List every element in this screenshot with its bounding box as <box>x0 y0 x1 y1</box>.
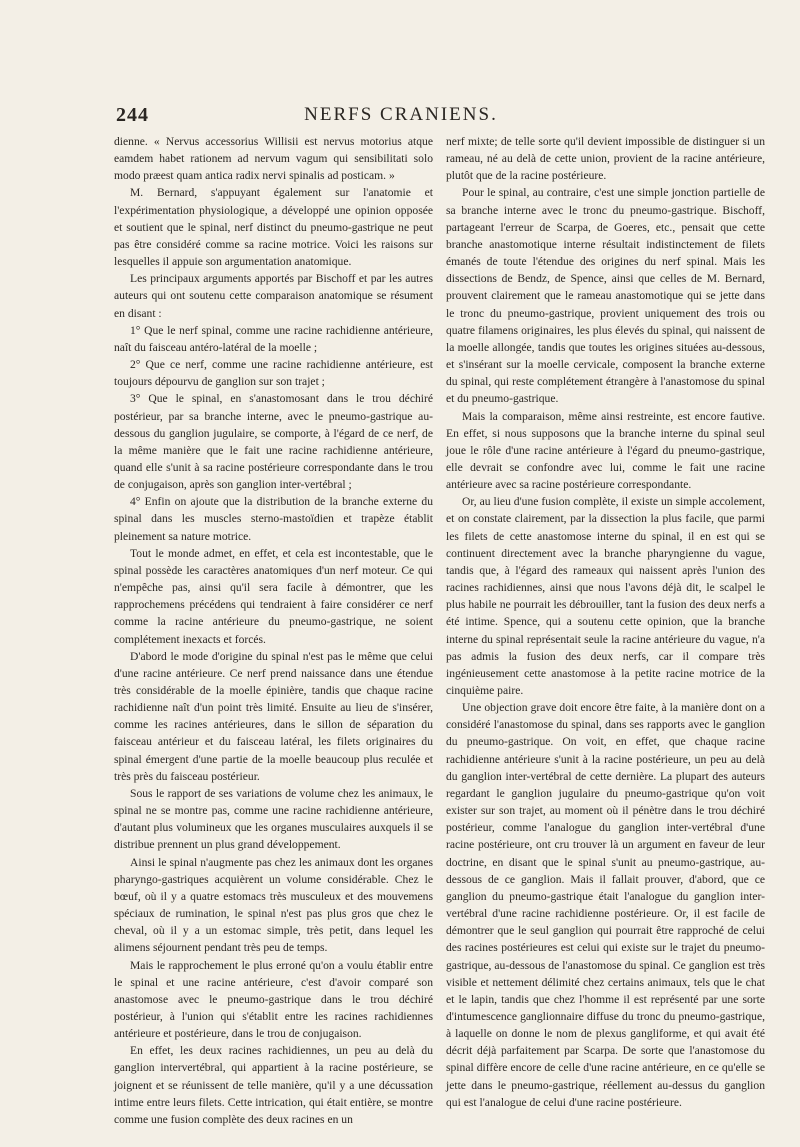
page-number: 244 <box>116 104 149 126</box>
paragraph: Les principaux arguments apportés par Bischoff et par les autres auteurs qui ont soutenu cette comparaison anatomique se résument en disant : <box>114 272 433 320</box>
argument-item: 2° Que ce nerf, comme une racine rachidienne antérieure, est toujours dépourvu de ganglion sur son trajet ; <box>114 358 433 389</box>
argument-item: 4° Enfin on ajoute que la distribution de la branche externe du spinal dans les muscles sterno-mastoïdien et trapèze établit pleinement sa nature motrice. <box>114 495 433 543</box>
paragraph: M. Bernard, s'appuyant également sur l'anatomie et l'expérimentation physiologique, a développé une opinion opposée et soutient que le spinal, nerf distinct du pneumo-gastrique ne peut pas être considéré comme sa racine motrice. Voici les raisons sur lesquelles il appuie son argumentation anatomique. <box>114 186 433 269</box>
paragraph: En effet, les deux racines rachidiennes, un peu au delà du ganglion intervertébral, qui appartient à la racine postérieure, se joignent et se réunissent de telle manière, qu'il y a une décussation intime entre leurs filets. Cette intrication, qui était entière, se montre comme une fusion complète des deux racines en un <box>114 1044 433 1126</box>
paragraph: D'abord le mode d'origine du spinal n'est pas le même que celui d'une racine antérieure. Ce nerf prend naissance dans une étendue très considérable de la moelle épinière, tandis que chaque racine rachidienne naît d'un point très limité. Ensuite au lieu de s'insérer, comme les racines antérieures, dans le sillon de séparation du faisceau antérieur et du faisceau latéral, les filets originaires du spinal émergent d'une partie de la moelle beaucoup plus reculée et très près du faisceau postérieur. <box>114 649 433 783</box>
page-header <box>116 104 686 130</box>
paragraph: Mais la comparaison, même ainsi restreinte, est encore fautive. En effet, si nous supposons que la branche interne du spinal seul joue le rôle d'une racine antérieure à l'égard du pneumo-gastrique, elle devrait se confondre avec lui, comme le fait une racine antérieure avec sa racine postérieure correspondante. <box>446 409 765 492</box>
paragraph: Une objection grave doit encore être faite, à la manière dont on a considéré l'anastomose du spinal, dans ses rapports avec le ganglion du pneumo-gastrique. On voit, en effet, que chaque racine rachidienne antérieure s'unit à la racine postérieure, un peu au delà du ganglion inter-vertébral de cette dernière. La plupart des auteurs regardant le ganglion jugulaire du pneumo-gastrique qu'on voit exister sur son trajet, au moment où il pénètre dans le trou déchiré postérieur, comme l'analogue du ganglion inter-vertébral d'une racine postérieure, ont cru trouver là un argument en faveur de leur doctrine, en disant que le spinal s'unit au pneumo-gastrique, au-dessous de ce ganglion. Mais il fallait prouver, d'abord, que ce ganglion du pneumo-gastrique était l'analogue du ganglion inter-vertébral d'une racine rachidienne postérieure. Or, il est facile de démontrer que le seul ganglion qui pourrait être rapproché de celui des racines postérieures est celui qui existe sur le trajet du pneumo-gastrique, au-dessous de l'anastomose du spinal. Ce ganglion est très visible et nettement délimité chez certains animaux, tels que le chat et le lapin, tandis que chez l'homme il est représenté par une sorte d'intumescence ganglionnaire diffuse du tronc du pneumo-gastrique, à laquelle on donne le nom de plexus gangliforme, et qui avait été décrit déjà parfaitement par Scarpa. De sorte que l'anastomose du spinal diffère encore de celle d'une racine antérieure, en ce qu'elle se jette dans le pneumo-gastrique, réellement au-dessus du ganglion qui est l'analogue de celui d'une racine postérieure. <box>446 701 765 1109</box>
argument-item: 3° Que le spinal, en s'anastomosant dans le trou déchiré postérieur, par sa branche interne, avec le pneumo-gastrique au-dessous du ganglion jugulaire, se comporte, à l'égard de ce nerf, de la même manière que le fait une racine rachidienne antérieure, quand elle s'unit à sa racine postérieure correspondante dans le trou de conjugaison, après son ganglion inter-vertébral ; <box>114 392 433 492</box>
paragraph: Or, au lieu d'une fusion complète, il existe un simple accolement, et on constate clairement, par la dissection la plus facile, que parmi les filets de cette anastomose interne du spinal, il en est qui se continuent directement avec la branche pharyngienne du vague, tandis que, à l'égard des rameaux qui naissent après l'union des racines rachidiennes, ainsi que nous l'avons déjà dit, le scalpel le plus habile ne pourrait les débrouiller, tant la fusion des deux nerfs a été intime. Spence, qui a soutenu cette opinion, que la branche interne du spinal représentait seule la racine antérieure du vague, n'a pas admis la fusion des deux nerfs, car il compare très ingénieusement cette anastomose à la petite racine motrice de la cinquième paire. <box>446 495 765 697</box>
paragraph: Ainsi le spinal n'augmente pas chez les animaux dont les organes pharyngo-gastriques acquièrent un volume considérable. Chez le bœuf, où il y a quatre estomacs très musculeux et des mouvemens spéciaux de rumination, le spinal n'est pas plus gros que chez le cheval, où il y a un estomac simple, très petit, dans lequel les alimens séjournent pendant très peu de temps. <box>114 855 433 955</box>
running-title: NERFS CRANIENS. <box>304 104 498 125</box>
left-column <box>114 133 433 1128</box>
paragraph: Mais le rapprochement le plus erroné qu'on a voulu établir entre le spinal et une racine antérieure, c'est d'avoir comparé son anastomose avec le pneumo-gastrique dans le trou déchiré postérieur, à l'union qui s'établit entre les racines rachidiennes antérieure et postérieure, dans le trou de conjugaison. <box>114 958 433 1041</box>
paragraph: Pour le spinal, au contraire, c'est une simple jonction partielle de sa branche interne avec le tronc du pneumo-gastrique. Bischoff, partageant l'erreur de Scarpa, de Goeres, etc., pensait que cette branche anastomotique interne résultait indistinctement de filets émanés de toute l'étendue des origines du nerf spinal. Mais les dissections de Bendz, de Spence, ainsi que celles de M. Bernard, prouvent clairement que le rameau anastomotique qui se jette dans le tronc du pneumo-gastrique, provient uniquement des trois ou quatre filamens originaires, les plus élevés du spinal, qui naissent de la moelle allongée, tandis que toutes les origines situées au-dessous, et s'insérant sur la moelle cervicale, composent la branche externe du spinal, qui reste complétement étrangère à l'anastomose du spinal et du pneumo-gastrique. <box>446 186 765 406</box>
paragraph: Tout le monde admet, en effet, et cela est incontestable, que le spinal possède les caractères anatomiques d'un nerf moteur. Ce qui n'empêche pas, ainsi qu'il sera facile à démontrer, que les rapprochemens précédens qui tendraient à faire considérer ce nerf comme la racine antérieure du pneumo-gastrique, ne soient complétement inexacts et forcés. <box>114 546 433 646</box>
right-column <box>446 133 765 1111</box>
paragraph: Sous le rapport de ses variations de volume chez les animaux, le spinal ne se montre pas, comme une racine rachidienne antérieure, d'autant plus volumineux que les organes musculaires auxquels il se distribue prennent un plus grand développement. <box>114 786 433 852</box>
paragraph: nerf mixte; de telle sorte qu'il devient impossible de distinguer si un rameau, né au delà de cette union, provient de la racine antérieure, plutôt que de la racine postérieure. <box>446 135 765 183</box>
argument-item: 1° Que le nerf spinal, comme une racine rachidienne antérieure, naît du faisceau antéro-latéral de la moelle ; <box>114 323 433 354</box>
paragraph: dienne. « Nervus accessorius Willisii est nervus motorius atque eamdem habet rationem ad nervum vagum qui sensibilitati solo modo præest quam antica radix nervi spinalis ad posticam. » <box>114 135 433 183</box>
